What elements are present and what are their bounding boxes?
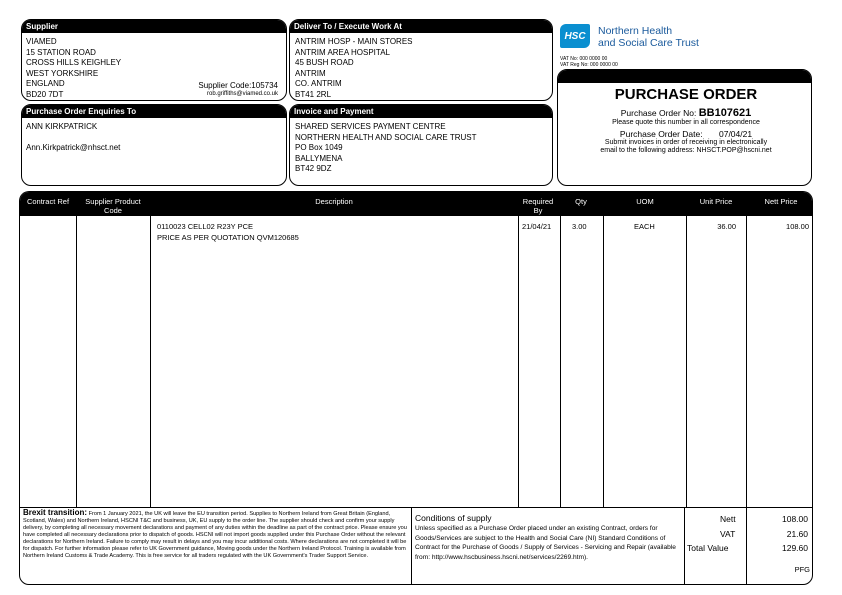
col-divider [603,192,604,509]
vat-value: 21.60 [786,529,808,539]
col-unit-price: Unit Price [699,197,733,206]
supplier-box [21,19,287,101]
supplier-line: WEST YORKSHIRE [26,68,99,78]
org-name-line2: and Social Care Trust [598,37,699,49]
supplier-header: Supplier [22,20,286,33]
col-description: Description [315,197,353,206]
col-divider [518,192,519,509]
deliver-box [289,19,553,101]
enquiries-name: ANN KIRKPATRICK [26,122,98,131]
conditions-text: Unless specified as a Purchase Order placed under an existing Contract, orders for Goods/Services are subject to the Health and Social Care (NI) Standard Conditions of Contract for the Purchase of Goods / Supply of Services - Servicing and Repair (available from: http://www.hscbusiness.hscni.net/services/2269.htm). [415,525,676,561]
supplier-email[interactable]: rob.griffiths@viamed.co.uk [206,91,278,97]
col-divider [150,192,151,509]
col-divider [560,192,561,509]
footer-box [19,507,813,585]
col-divider [746,192,747,509]
col-uom: UOM [636,197,654,206]
col-divider [686,192,687,509]
brexit-text: From 1 January 2021, the UK will leave the EU transition period. Supplies to Northern Ireland from Great Britain (England, Scotland, Wales) and Northern Ireland, HSCNI T&C and business, UK, EU supply to the order line. The supplier should check and confirm your supply delivery, by completing all necessary movement declarations and payment of any duties within the deadline as part of the contract price. Please ensure you have completed all necessary declarations prior to dispatch of goods. HSCNI will not import goods supplied under this Purchase Order without the relevant declarations for Northern Ireland. Failure to comply may result in delays and you may incur additional costs. Where declarations are not completed it will be for dispatch. For further information please refer to UK Government guidance, Moving goods under the Northern Ireland Protocol. Training is available from Northern Ireland Customs & Trade Academy. This is free service for all traders regulated with the UK Government's Trader Support Service. [23,511,407,559]
deliver-line: ANTRIM AREA HOSPITAL [295,47,390,57]
col-qty: Qty [575,197,587,206]
table-header [20,192,812,216]
vat-line1: VAT No: 000 0000 00 [560,56,608,62]
col-divider [76,192,77,509]
invoice-line: BT42 9DZ [295,164,332,173]
row-required-by: 21/04/21 [522,222,552,231]
hsc-logo: HSC [560,24,590,48]
invoice-header: Invoice and Payment [290,105,552,118]
po-title: PURCHASE ORDER [614,86,758,103]
vat-info [560,56,618,68]
line-items-table [19,191,813,509]
col-required-by: Required By [522,197,554,215]
footer-divider [746,508,747,584]
total-label: Total Value [687,543,729,553]
deliver-line: CO. ANTRIM [295,79,342,88]
footer-divider [411,508,412,584]
po-info [560,108,812,155]
col-contract-ref: Contract Ref [26,197,70,206]
vat-label: VAT [720,529,736,539]
supplier-line: BD20 7DT [26,89,64,99]
currency-code: PFG [794,565,810,574]
total-value: 129.60 [782,543,808,553]
org-name [598,25,699,49]
deliver-line: ANTRIM [295,68,326,78]
po-number: BB107621 [698,107,752,119]
nett-value: 108.00 [782,514,808,524]
invoice-line: PO Box 1049 [295,143,343,152]
enquiries-box [21,104,287,186]
supplier-line: CROSS HILLS KEIGHLEY [26,58,122,67]
brexit-title: Brexit transition: [23,509,88,517]
org-name-line1: Northern Health [598,25,673,37]
conditions-title: Conditions of supply [415,513,492,523]
col-supplier-code: Supplier Product Code [85,197,141,215]
po-date: 07/04/21 [718,128,753,139]
deliver-line: 45 BUSH ROAD [295,58,354,67]
supplier-line: 15 STATION ROAD [26,47,96,57]
po-date-row [560,129,812,140]
invoice-box [289,104,553,186]
col-nett-price: Nett Price [764,197,798,206]
invoice-line: SHARED SERVICES PAYMENT CENTRE [295,122,446,131]
deliver-line: ANTRIM HOSP - MAIN STORES [295,37,413,46]
enquiries-header: Purchase Order Enquiries To [22,105,286,118]
supplier-line: ENGLAND [26,79,65,88]
nett-label: Nett [720,514,736,524]
enquiries-email[interactable]: Ann.Kirkpatrick@nhsct.net [26,143,121,152]
row-qty: 3.00 [572,222,587,231]
po-quote-note: Please quote this number in all correspondence [612,118,760,126]
row-description-1: 0110023 CELL02 R23Y PCE [157,222,254,231]
po-number-row [560,108,812,119]
supplier-line: VIAMED [26,37,57,46]
footer-divider [684,508,685,584]
deliver-header: Deliver To / Execute Work At [290,20,552,33]
po-header-bar [558,70,811,83]
row-nett-price: 108.00 [786,222,809,231]
deliver-line: BT41 2RL [295,89,332,99]
supplier-code: Supplier Code:105734 [198,81,278,90]
brexit-notice [23,509,407,583]
row-unit-price: 36.00 [717,222,736,231]
vat-line2: VAT Reg No: 000 0000 00 [560,62,618,68]
row-description-2: PRICE AS PER QUOTATION QVM120685 [157,233,299,242]
row-uom: EACH [634,222,655,231]
invoice-line: NORTHERN HEALTH AND SOCIAL CARE TRUST [295,132,477,142]
po-submit-note-1: Submit invoices in order of receiving in electronically [604,139,768,146]
po-number-label: Purchase Order No: [620,108,697,118]
po-submit-note-2: email to the following address: NHSCT.POP@hscni.net [600,147,772,154]
invoice-line: BALLYMENA [295,153,343,163]
po-date-label: Purchase Order Date: [619,128,703,139]
